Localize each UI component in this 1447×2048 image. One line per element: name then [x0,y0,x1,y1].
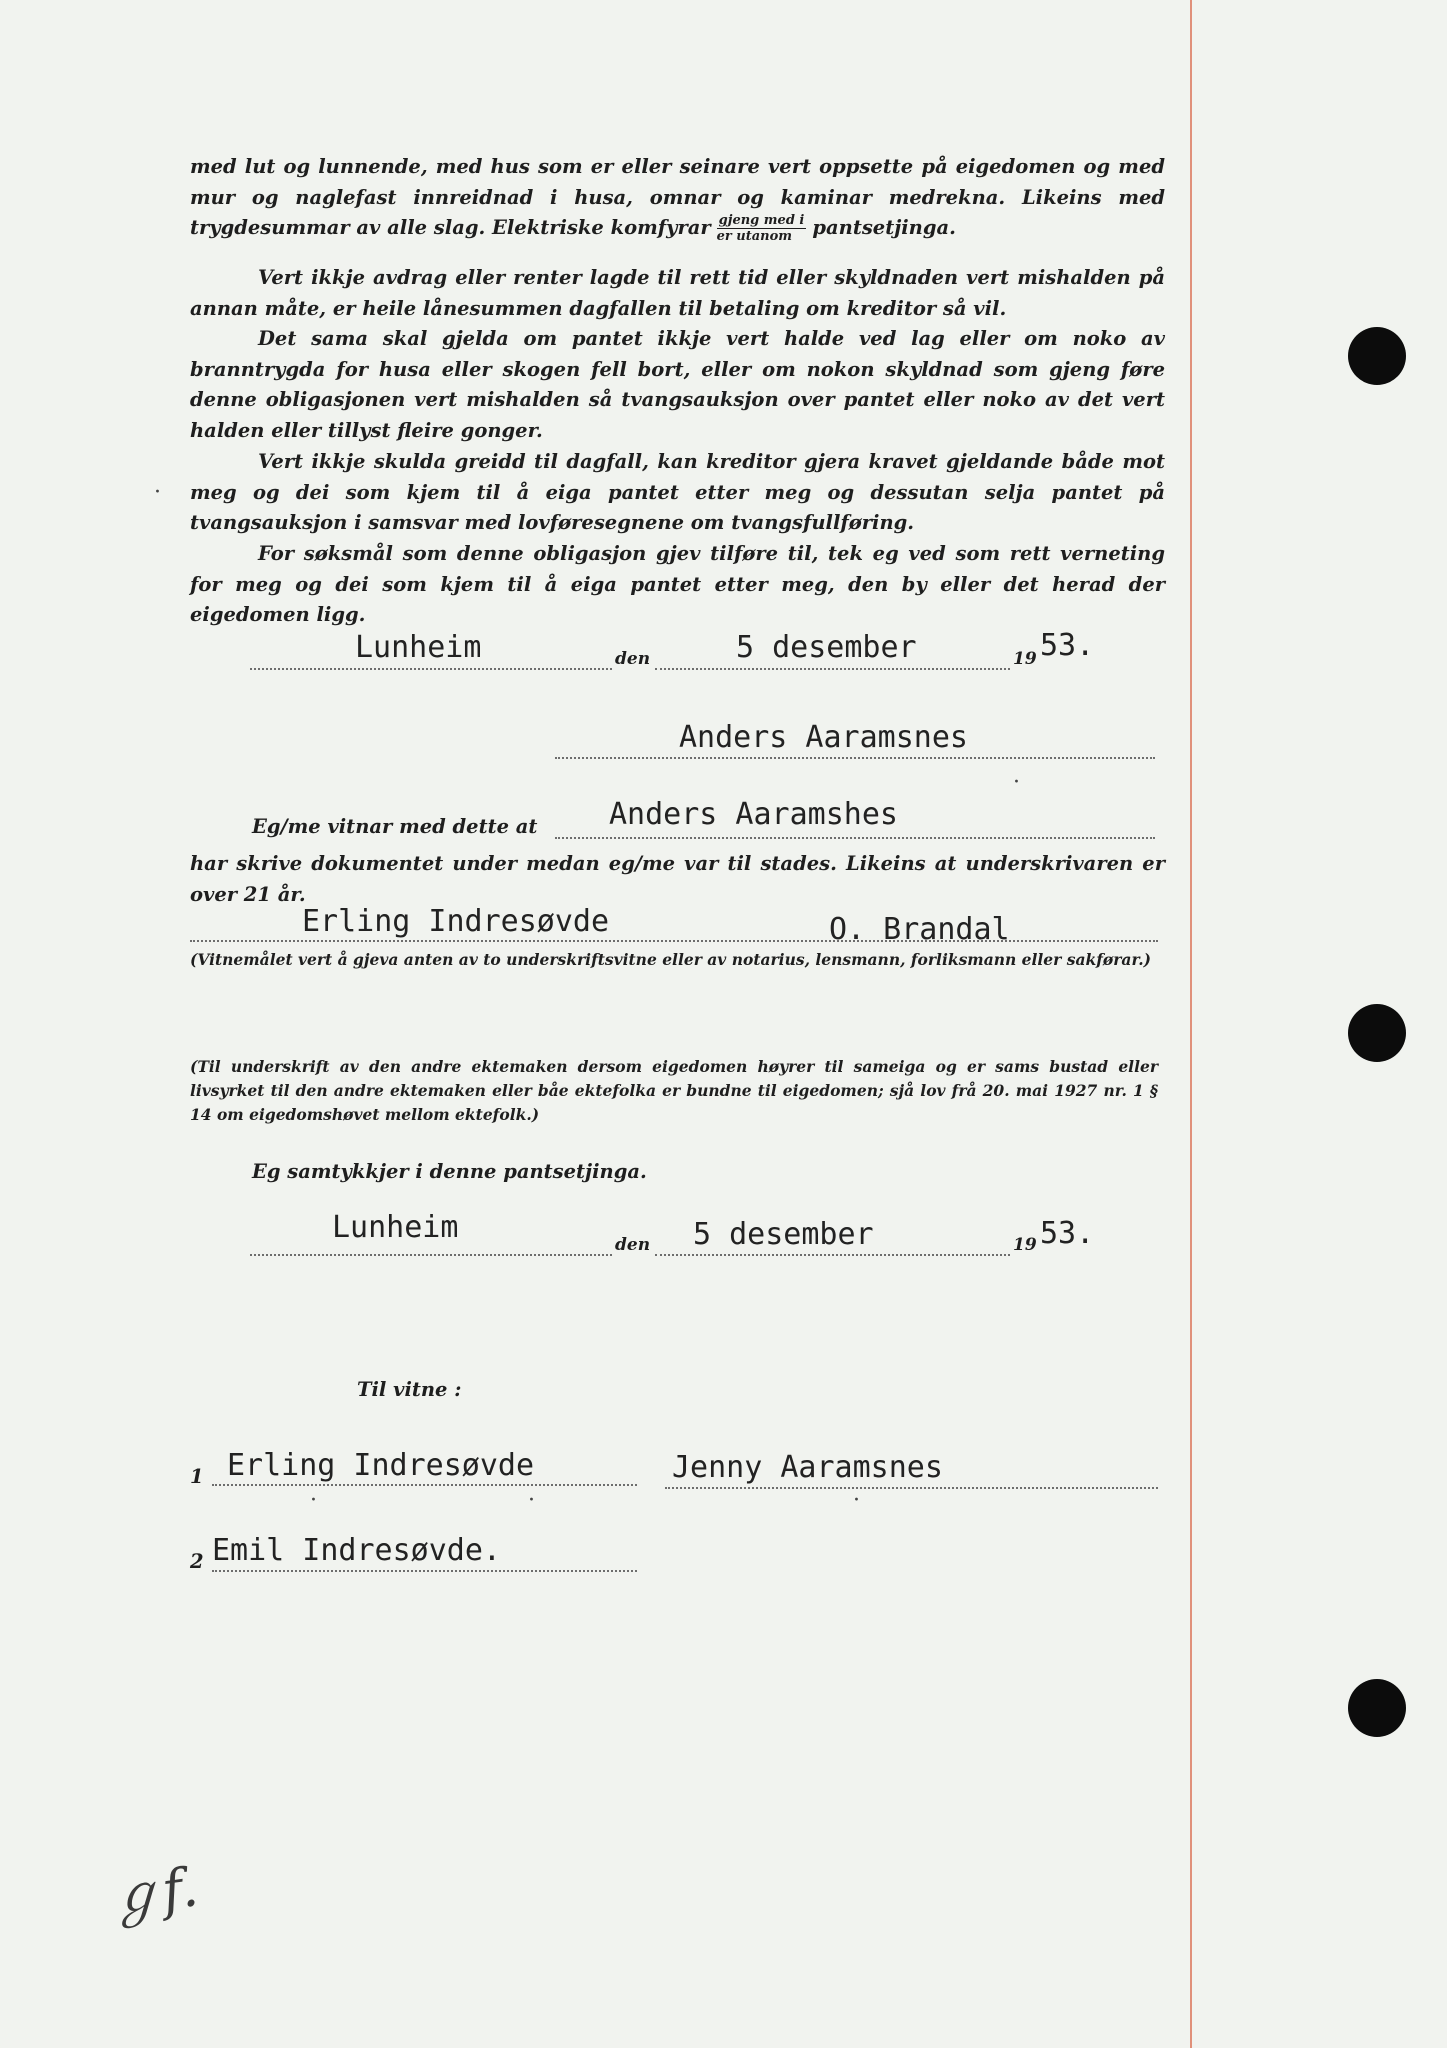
fraction-choice [717,213,807,244]
place-2: Lunheim [332,1210,459,1245]
paragraph-mortgage-scope [190,152,1165,244]
witness-statement: har skrive dokumentet under medan eg/me var til stades. Likeins at underskrivaren er over 21 år. [190,852,1165,906]
signatory-2: Anders Aaramshes [609,797,898,832]
witness-row-1-left: Erling Indresøvde [227,1448,535,1483]
witness-row-2-number: 2 [190,1550,204,1573]
paragraph-insurance-clause: Det sama skal gjelda om pantet ikkje vert halde ved lag eller om noko av branntrygda for husa eller skogen fell bort, eller om nokon skyldnad som gjeng føre denne obligasjonen vert mishalden så tvangsauksjon over pantet eller noko av det vert halden eller tillyst fleire gonger. [190,327,1165,442]
year-prefix-1: 19 [1013,649,1037,669]
dotted-line-witness-2-left [212,1570,637,1572]
dotted-line-witness-1-right [665,1487,1158,1489]
fraction-bottom: er utanom [716,229,793,245]
til-vitne-label: Til vitne : [357,1378,462,1401]
place-1: Lunheim [355,630,482,665]
paragraph-enforcement-clause: Vert ikkje skulda greidd til dagfall, kan kreditor gjera kravet gjeldande både mot meg og dei som kjem til å eiga pantet etter meg og dessutan selja pantet på tvangsauksjon i samsvar med lovføresegnene om tvangsfullføring. [190,450,1165,535]
den-label-1: den [615,649,651,669]
dotted-line-signature-1 [555,757,1155,759]
ink-dot: · [310,1488,317,1513]
dotted-line-date-2 [655,1254,1010,1256]
handwritten-initials: ℊf. [104,1855,202,1930]
ink-dot: · [154,480,161,505]
ink-dot: · [853,1488,860,1513]
witness-left: Erling Indresøvde [302,904,610,939]
witness-intro-label: Eg/me vitnar med dette at [252,815,538,838]
paragraph-jurisdiction-clause: For søksmål som denne obligasjon gjev tilføre til, tek eg ved som rett verneting for meg og dei som kjem til å eiga pantet etter meg, den by eller det herad der eigedomen ligg. [190,542,1165,627]
dotted-line-place-1 [250,668,612,670]
dotted-line-date-1 [655,668,1010,670]
witness-row-1-right: Jenny Aaramsnes [672,1450,943,1485]
spouse-note: (Til underskrift av den andre ektemaken dersom eigedomen høyrer til sameiga og er sams bustad eller livsyrket til den andre ektemaken eller båe ektefolka er bundne til eigedomen; sjå lov frå 20. mai 1927 nr. 1 § 14 om eigedomshøvet mellom ektefolk.) [190,1057,1158,1124]
consent-line: Eg samtykkjer i denne pantsetjinga. [252,1160,647,1183]
dotted-line-place-2 [250,1254,612,1256]
date-2: 5 desember [693,1217,874,1252]
ink-dot: · [528,1488,535,1513]
signatory-1: Anders Aaramsnes [679,720,968,755]
witness-row-2-left: Emil Indresøvde. [212,1533,501,1568]
paragraph-1-text: med lut og lunnende, med hus som er eller seinare vert oppsette på eigedomen og med mur og naglefast innreidnad i husa, omnar og kaminar medrekna. Likeins med trygdesummar av alle slag. Elektriske komfyrar [190,155,1165,240]
witness-row-1-number: 1 [190,1465,204,1488]
year-prefix-2: 19 [1013,1235,1037,1255]
dotted-line-witnesses [190,940,1158,942]
den-label-2: den [615,1235,651,1255]
date-1: 5 desember [736,630,917,665]
year-suffix-2: 53. [1040,1216,1095,1251]
paragraph-1-end: pantsetjinga. [812,216,956,240]
fraction-top: gjeng med i [718,213,805,229]
year-suffix-1: 53. [1040,628,1095,663]
witness-right: O. Brandal [829,912,1010,947]
binder-hole-middle [1348,1004,1406,1062]
binder-hole-bottom [1348,1679,1406,1737]
binder-hole-top [1348,327,1406,385]
red-margin-line [1190,0,1192,2048]
dotted-line-signature-2 [555,837,1155,839]
witness-note: (Vitnemålet vert å gjeva anten av to underskriftsvitne eller av notarius, lensmann, forliksmann eller sakførar.) [190,950,1151,969]
ink-dot: · [1013,770,1020,795]
dotted-line-witness-1-left [212,1484,637,1486]
paragraph-default-clause: Vert ikkje avdrag eller renter lagde til rett tid eller skyldnaden vert mishalden på annan måte, er heile lånesummen dagfallen til betaling om kreditor så vil. [190,266,1165,320]
